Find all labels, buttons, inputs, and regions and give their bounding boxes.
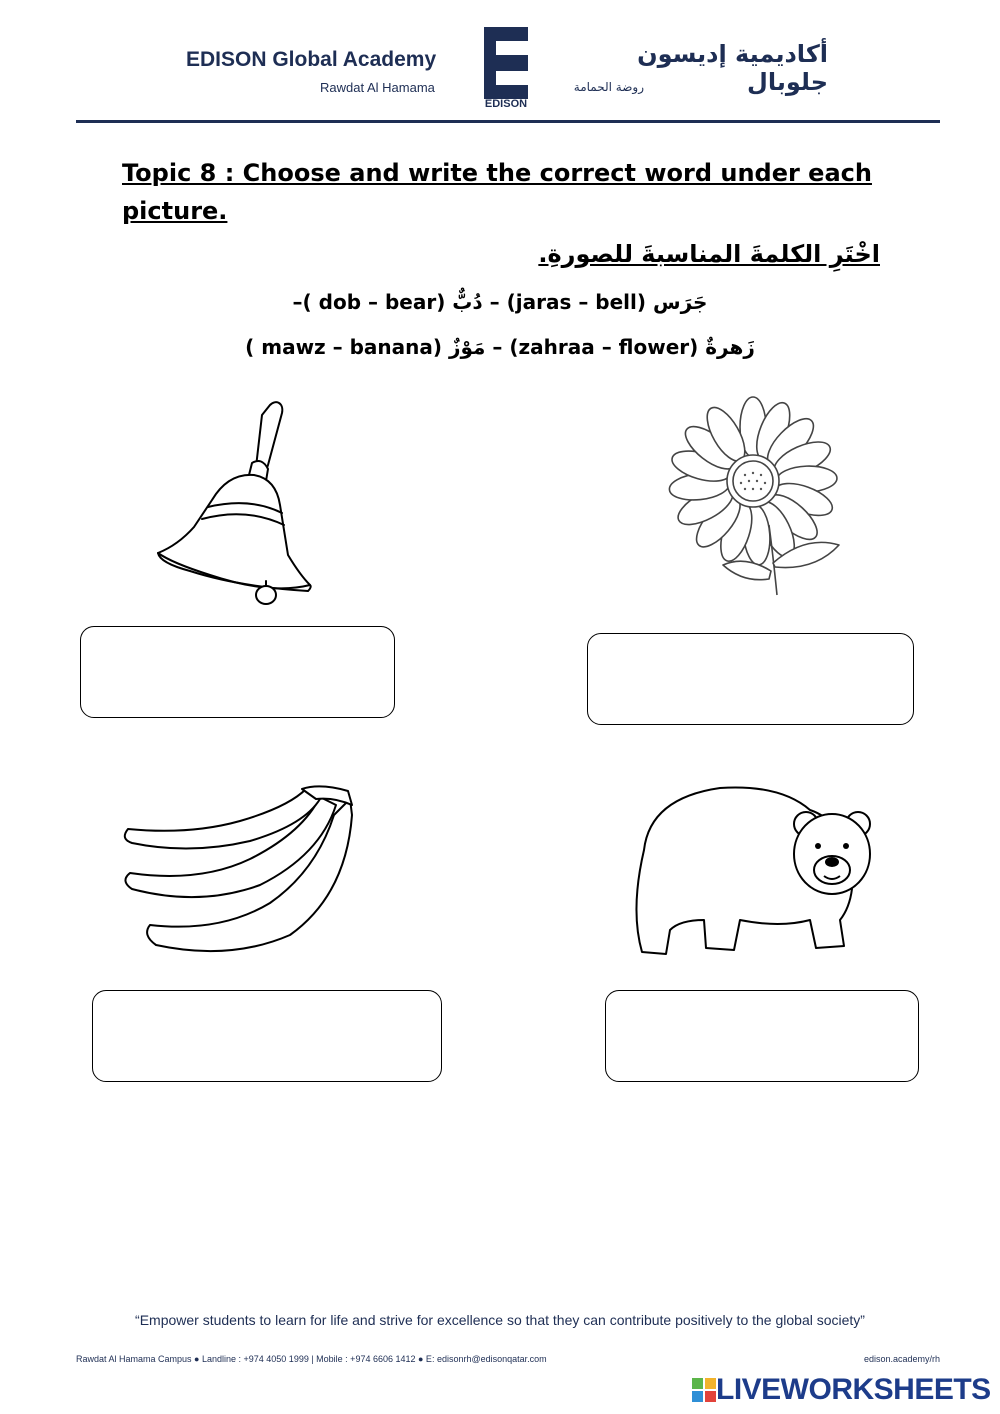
liveworksheets-brand[interactable]: LIVEWORKSHEETS	[716, 1373, 991, 1406]
arabic-instruction: اخْتَرِ الكلمةَ المناسبةَ للصورةِ.	[538, 240, 880, 268]
footer-contact: Rawdat Al Hamama Campus ● Landline : +974 4050 1999 | Mobile : +974 6606 1412 ● E: edisonrh@edisonqatar.com	[76, 1354, 547, 1364]
liveworksheets-logo-icon	[692, 1378, 716, 1402]
school-name-ar: أكاديمية إديسون جلوبال	[637, 40, 828, 96]
bear-icon	[630, 780, 875, 960]
campus-name-en: Rawdat Al Hamama	[320, 80, 435, 95]
campus-name-ar: روضة الحمامة	[573, 80, 644, 94]
footer-website[interactable]: edison.academy/rh	[863, 1354, 940, 1364]
answer-box-bear[interactable]	[605, 990, 919, 1082]
bell-icon	[150, 395, 330, 610]
word-pairs-line-2: ( mawz – banana) مَوْزٌ – (zahraa – flower) زَهرةٌ	[245, 335, 755, 359]
word-pairs-line-1: –( dob – bear) دُبٌّ – (jaras – bell) جَرَس	[292, 290, 708, 314]
edison-logo-icon	[484, 27, 528, 99]
banana-icon	[120, 785, 360, 960]
logo-text: EDISON	[484, 98, 528, 110]
answer-box-flower[interactable]	[587, 633, 914, 725]
answer-box-bell[interactable]	[80, 626, 395, 718]
footer-motto: “Empower students to learn for life and strive for excellence so that they can contribute positively to the global society”	[135, 1312, 865, 1328]
flower-icon	[635, 395, 875, 600]
header-divider	[76, 120, 940, 123]
school-name-en: EDISON Global Academy	[186, 48, 437, 71]
topic-heading: Topic 8 : Choose and write the correct word under each picture.	[122, 159, 872, 225]
answer-box-banana[interactable]	[92, 990, 442, 1082]
